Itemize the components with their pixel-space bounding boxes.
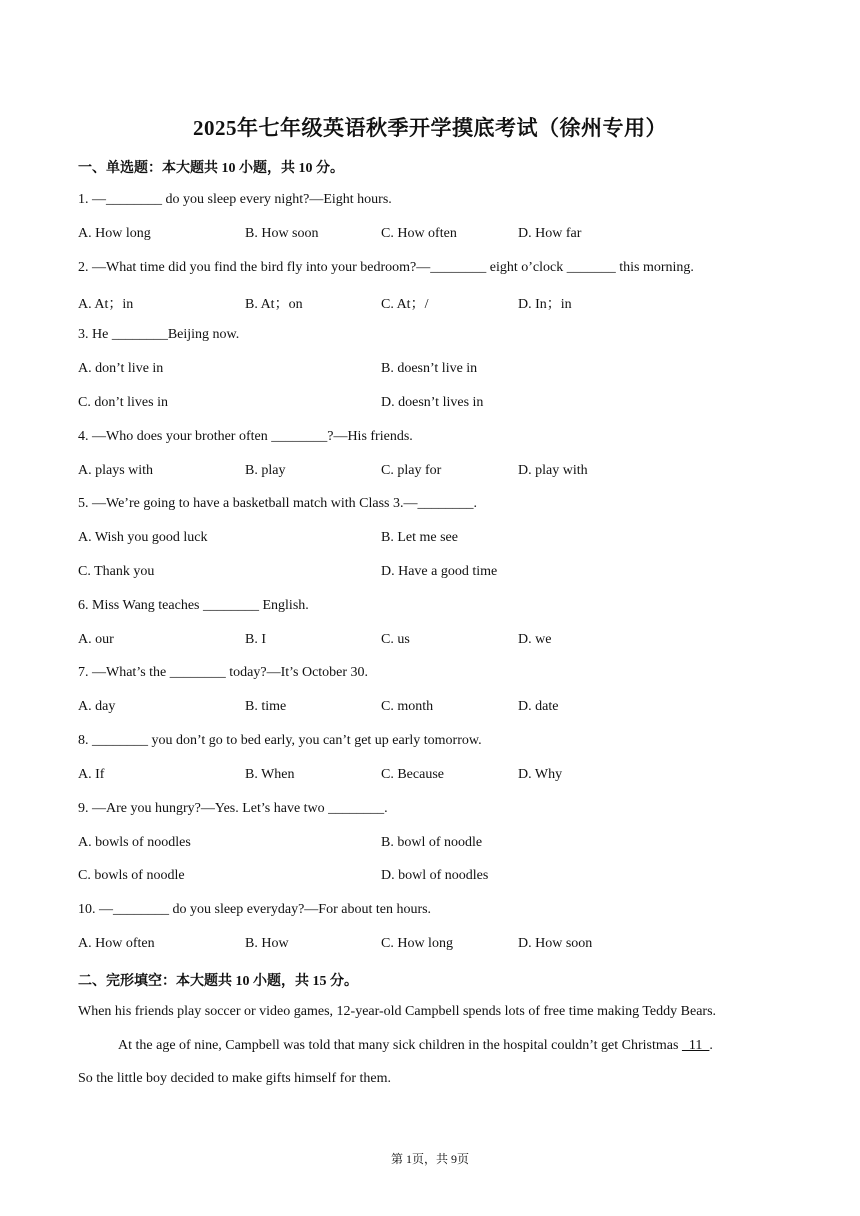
option-b: B. At；on [245, 297, 303, 312]
option-a: A. plays with [78, 463, 154, 478]
option-c: C. play for [381, 463, 442, 478]
cloze-paragraph: So the little boy decided to make gifts himself for them. [78, 1071, 391, 1086]
question-stem: 8. ________ you don’t go to bed early, you can’t get up early tomorrow. [78, 733, 482, 748]
option-b: B. doesn’t live in [381, 361, 478, 376]
option-c: C. month [381, 699, 434, 714]
option-d: D. How far [518, 226, 582, 241]
option-d: D. Have a good time [381, 564, 498, 579]
question-stem: 4. —Who does your brother often ________?—His friends. [78, 429, 413, 444]
question-stem: 6. Miss Wang teaches ________ English. [78, 598, 309, 613]
option-a: A. our [78, 632, 114, 647]
cloze-blank-11: 11 [681, 1038, 710, 1053]
option-c: C. us [381, 632, 410, 647]
option-c: C. Because [381, 767, 444, 782]
option-b: B. bowl of noodle [381, 835, 483, 850]
option-a: A. If [78, 767, 105, 782]
option-a: A. day [78, 699, 116, 714]
option-c: C. don’t lives in [78, 395, 168, 410]
option-b: B. Let me see [381, 530, 458, 545]
option-d: D. Why [518, 767, 563, 782]
question-stem: 3. He ________Beijing now. [78, 327, 240, 342]
option-c: C. bowls of noodle [78, 868, 185, 883]
option-d: D. In；in [518, 297, 572, 312]
question-stem: 9. —Are you hungry?—Yes. Let’s have two ________. [78, 801, 388, 816]
option-b: B. play [245, 463, 286, 478]
option-a: A. bowls of noodles [78, 835, 191, 850]
cloze-text: . [709, 1038, 713, 1053]
option-a: A. At；in [78, 297, 134, 312]
option-c: C. Thank you [78, 564, 155, 579]
option-c: C. How often [381, 226, 457, 241]
page-title: 2025年七年级英语秋季开学摸底考试（徐州专用） [193, 116, 667, 140]
option-b: B. time [245, 699, 287, 714]
cloze-paragraph: When his friends play soccer or video games, 12-year-old Campbell spends lots of free time making Teddy Bears. [78, 1004, 717, 1019]
option-d: D. doesn’t lives in [381, 395, 484, 410]
question-stem: 1. —________ do you sleep every night?—Eight hours. [78, 192, 392, 207]
option-b: B. When [245, 767, 295, 782]
question-stem: 10. —________ do you sleep everyday?—For about ten hours. [78, 902, 432, 917]
question-stem: 5. —We’re going to have a basketball match with Class 3.—________. [78, 496, 477, 511]
option-d: D. bowl of noodles [381, 868, 489, 883]
page-footer: 第 1页，共 9页 [390, 1152, 469, 1166]
section-heading-cloze: 二、完形填空：本大题共 10 小题，共 15 分。 [78, 974, 358, 989]
option-a: A. Wish you good luck [78, 530, 208, 545]
option-d: D. play with [518, 463, 588, 478]
option-c: C. At；/ [381, 297, 429, 312]
option-d: D. date [518, 699, 559, 714]
option-a: A. don’t live in [78, 361, 164, 376]
option-d: D. How soon [518, 936, 593, 951]
option-b: B. How soon [245, 226, 319, 241]
option-a: A. How often [78, 936, 155, 951]
section-heading-single-choice: 一、单选题：本大题共 10 小题，共 10 分。 [78, 161, 344, 176]
question-stem: 2. —What time did you find the bird fly into your bedroom?—________ eight o’clock _______ this morning. [78, 260, 694, 275]
question-stem: 7. —What’s the ________ today?—It’s October 30. [78, 665, 369, 680]
option-b: B. How [245, 936, 289, 951]
option-b: B. I [245, 632, 266, 647]
option-d: D. we [518, 632, 552, 647]
option-a: A. How long [78, 226, 151, 241]
cloze-paragraph [118, 1038, 713, 1054]
cloze-text: At the age of nine, Campbell was told that many sick children in the hospital couldn’t get Christmas [118, 1038, 682, 1053]
option-c: C. How long [381, 936, 453, 951]
